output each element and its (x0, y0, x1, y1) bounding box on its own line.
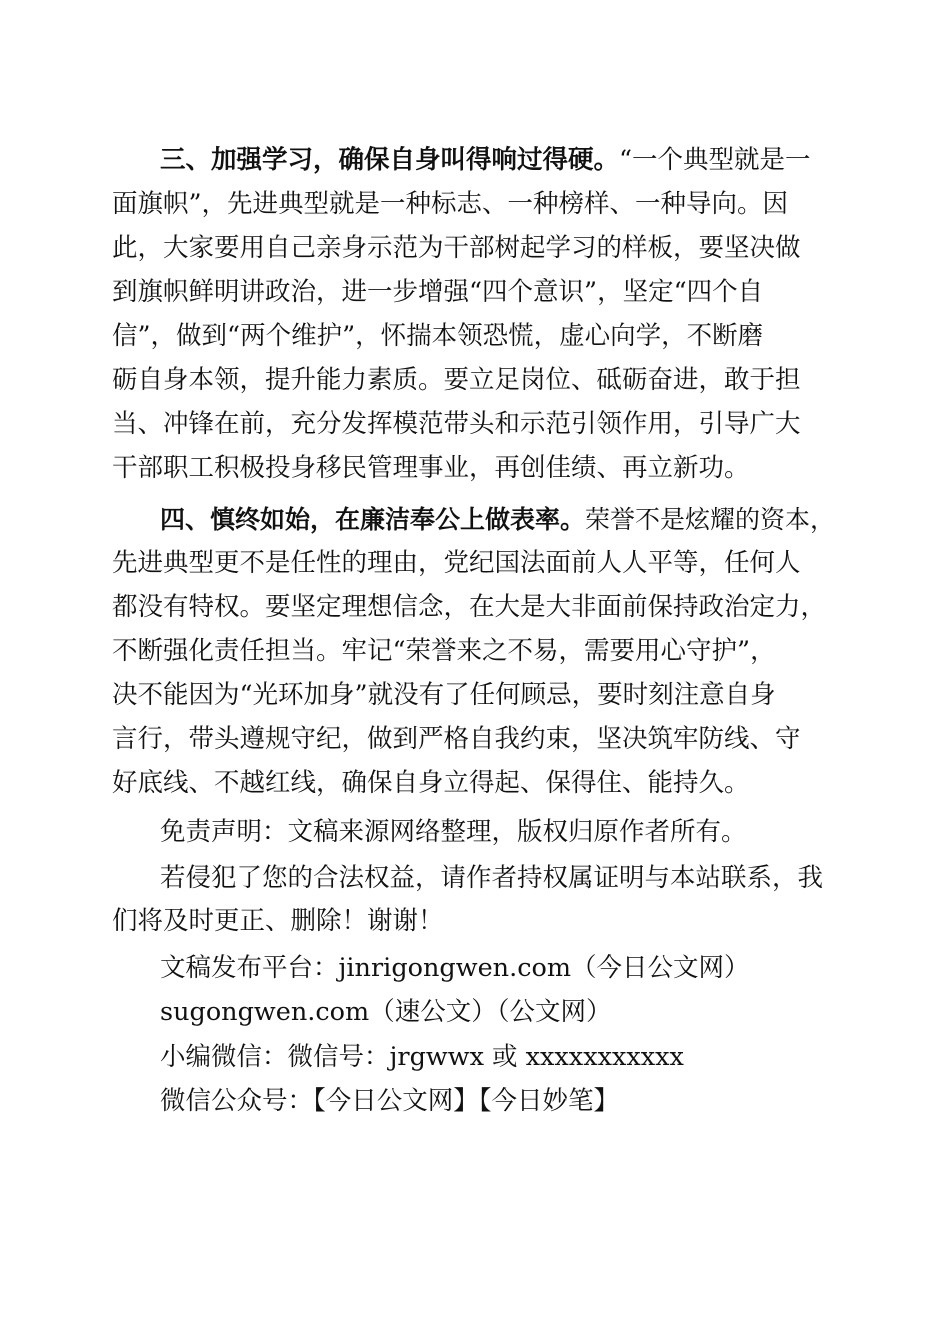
section-3-heading: 三、加强学习，确保自身叫得响过得硬。 (160, 145, 620, 175)
section-4-text-line: 言行，带头遵规守纪，做到严格自我约束，坚决筑牢防线、守 (112, 724, 801, 754)
section-3-text-line: 到旗帜鲜明讲政治，进一步增强“四个意识”，坚定“四个自 (112, 277, 764, 307)
section-4-text-line: 好底线、不越红线，确保自身立得起、保得住、能持久。 (112, 768, 750, 798)
section-4-text-line: 不断强化责任担当。牢记“荣誉来之不易，需要用心守护”， (112, 636, 776, 666)
section-3-text-line: 砺自身本领，提升能力素质。要立足岗位、砥砺奋进，敢于担 (112, 365, 801, 395)
infringement-notice: 若侵犯了您的合法权益，请作者持权属证明与本站联系，我 (160, 863, 824, 893)
publish-platform-2: sugongwen.com（速公文）（公文网） (160, 997, 612, 1027)
publish-platform: 文稿发布平台：jinrigongwen.com（今日公文网） (160, 953, 750, 983)
section-4-heading: 四、慎终如始，在廉洁奉公上做表率。 (160, 505, 586, 534)
section-4-text-line: 荣誉不是炫耀的资本， (585, 505, 836, 534)
section-3-first-line (160, 145, 811, 175)
editor-wechat: 小编微信：微信号：jrgwwx 或 xxxxxxxxxxx (160, 1042, 684, 1072)
section-4-text-line: 先进典型更不是任性的理由，党纪国法面前人人平等，任何人 (112, 548, 801, 578)
section-3-text-line: 此，大家要用自己亲身示范为干部树起学习的样板，要坚决做 (112, 233, 801, 263)
section-4-first-line (160, 507, 835, 532)
section-3-text-line: 当、冲锋在前，充分发挥模范带头和示范引领作用，引导广大 (112, 409, 801, 439)
infringement-notice-cont: 们将及时更正、删除！谢谢！ (112, 906, 444, 936)
section-4-text-line: 决不能因为“光环加身”就没有了任何顾忌，要时刻注意自身 (112, 680, 776, 710)
section-3-text-line: 信”，做到“两个维护”，怀揣本领恐慌，虚心向学，不断磨 (112, 321, 764, 351)
section-3-text-line: 面旗帜”，先进典型就是一种标志、一种榜样、一种导向。因 (112, 189, 789, 219)
section-3-text-line: “一个典型就是一 (619, 145, 811, 175)
section-4-text-line: 都没有特权。要坚定理想信念，在大是大非面前保持政治定力， (112, 592, 827, 622)
section-3-text-line: 干部职工积极投身移民管理事业，再创佳绩、再立新功。 (112, 453, 750, 483)
disclaimer-text: 免责声明：文稿来源网络整理，版权归原作者所有。 (160, 817, 747, 847)
official-account: 微信公众号：【今日公文网】【今日妙笔】 (160, 1086, 620, 1116)
